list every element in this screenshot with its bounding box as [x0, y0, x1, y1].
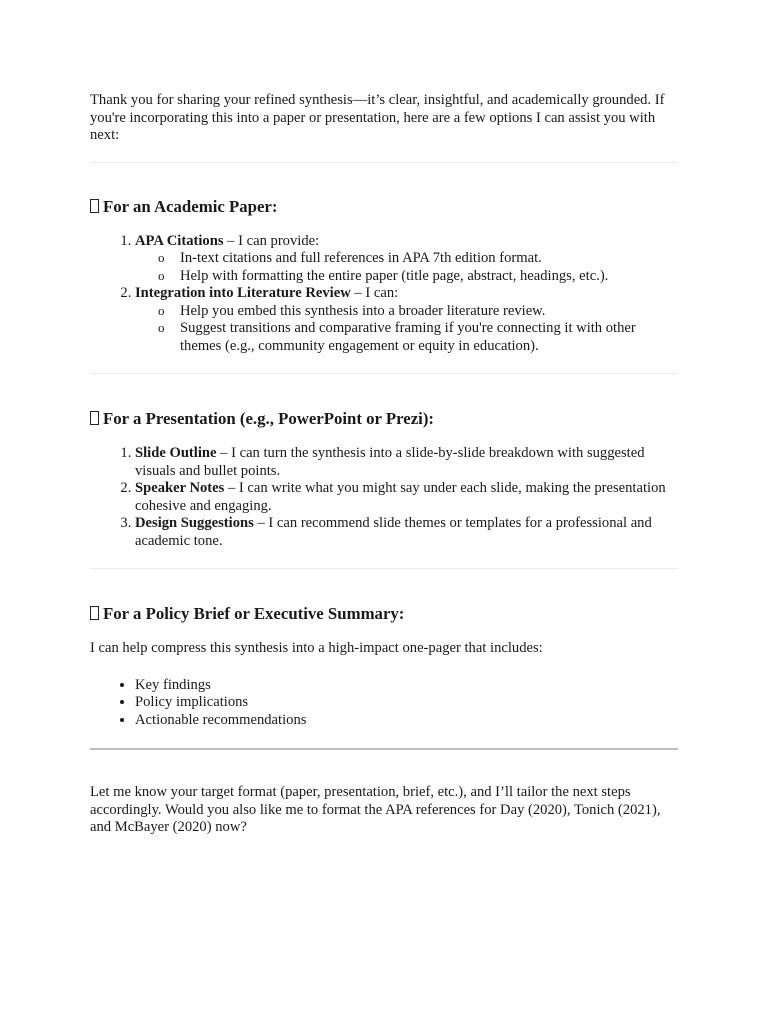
- divider: [90, 373, 678, 374]
- section-divider: [90, 748, 678, 750]
- section-title: For a Policy Brief or Executive Summary:: [103, 604, 405, 623]
- missing-glyph-box-icon: [90, 411, 99, 425]
- missing-glyph-box-icon: [90, 199, 99, 213]
- item-label: Integration into Literature Review: [135, 285, 351, 301]
- list-item: [135, 233, 678, 286]
- sub-list-item: o In-text citations and full references in APA 7th edition format.: [180, 250, 678, 268]
- section-heading-policy-brief: [90, 604, 678, 624]
- list-item: [135, 285, 678, 355]
- section-title: For an Academic Paper:: [103, 196, 278, 216]
- item-text: – I can turn the synthesis into a slide-by-slide breakdown with suggested visuals and bullet points.: [135, 445, 645, 479]
- list-item: [135, 445, 678, 480]
- list-item: [135, 480, 678, 515]
- policy-bullet-list: [90, 677, 678, 730]
- academic-paper-list: [90, 233, 678, 356]
- section-title: For a Presentation (e.g., PowerPoint or Prezi):: [103, 409, 435, 428]
- document-body: [90, 92, 678, 837]
- item-text: – I can write what you might say under each slide, making the presentation cohesive and engaging.: [135, 480, 666, 514]
- section-heading-presentation: [90, 409, 678, 429]
- item-text: – I can:: [350, 285, 399, 301]
- divider: [90, 162, 678, 163]
- sub-list-item: o Help with formatting the entire paper (title page, abstract, headings, etc.).: [180, 268, 678, 286]
- presentation-list: [90, 445, 678, 550]
- section-heading-academic-paper: [90, 197, 678, 217]
- list-item: [135, 515, 678, 550]
- item-label: APA Citations: [135, 232, 224, 249]
- list-item: • Key findings: [135, 677, 678, 695]
- missing-glyph-box-icon: [90, 606, 99, 620]
- item-label: Speaker Notes: [135, 480, 225, 496]
- divider: [90, 568, 678, 569]
- intro-paragraph: Thank you for sharing your refined synthesis—it’s clear, insightful, and academically grounded. If you're incorporating this into a paper or presentation, here are a few options I can assist you with next:: [90, 92, 665, 143]
- item-text: – I can recommend slide themes or templates for a professional and academic tone.: [135, 515, 652, 549]
- item-text: – I can provide:: [223, 232, 320, 249]
- item-label: Design Suggestions: [135, 515, 254, 531]
- list-item: • Actionable recommendations: [135, 712, 678, 730]
- item-label: Slide Outline: [135, 445, 217, 461]
- closing-paragraph: Let me know your target format (paper, presentation, brief, etc.), and I’ll tailor the next steps accordingly. Would you also like me to format the APA references for Day (2020), Tonich (2021), and McBayer (2020) now?: [90, 784, 661, 835]
- sub-list: [135, 250, 678, 285]
- list-item: • Policy implications: [135, 694, 678, 712]
- sub-list-item: o Suggest transitions and comparative framing if you're connecting it with other themes (e.g., community engagement or equity in education).: [180, 320, 678, 355]
- sub-list: [135, 303, 678, 356]
- policy-lead-text: I can help compress this synthesis into a high-impact one-pager that includes:: [90, 640, 543, 656]
- sub-list-item: o Help you embed this synthesis into a broader literature review.: [180, 303, 678, 321]
